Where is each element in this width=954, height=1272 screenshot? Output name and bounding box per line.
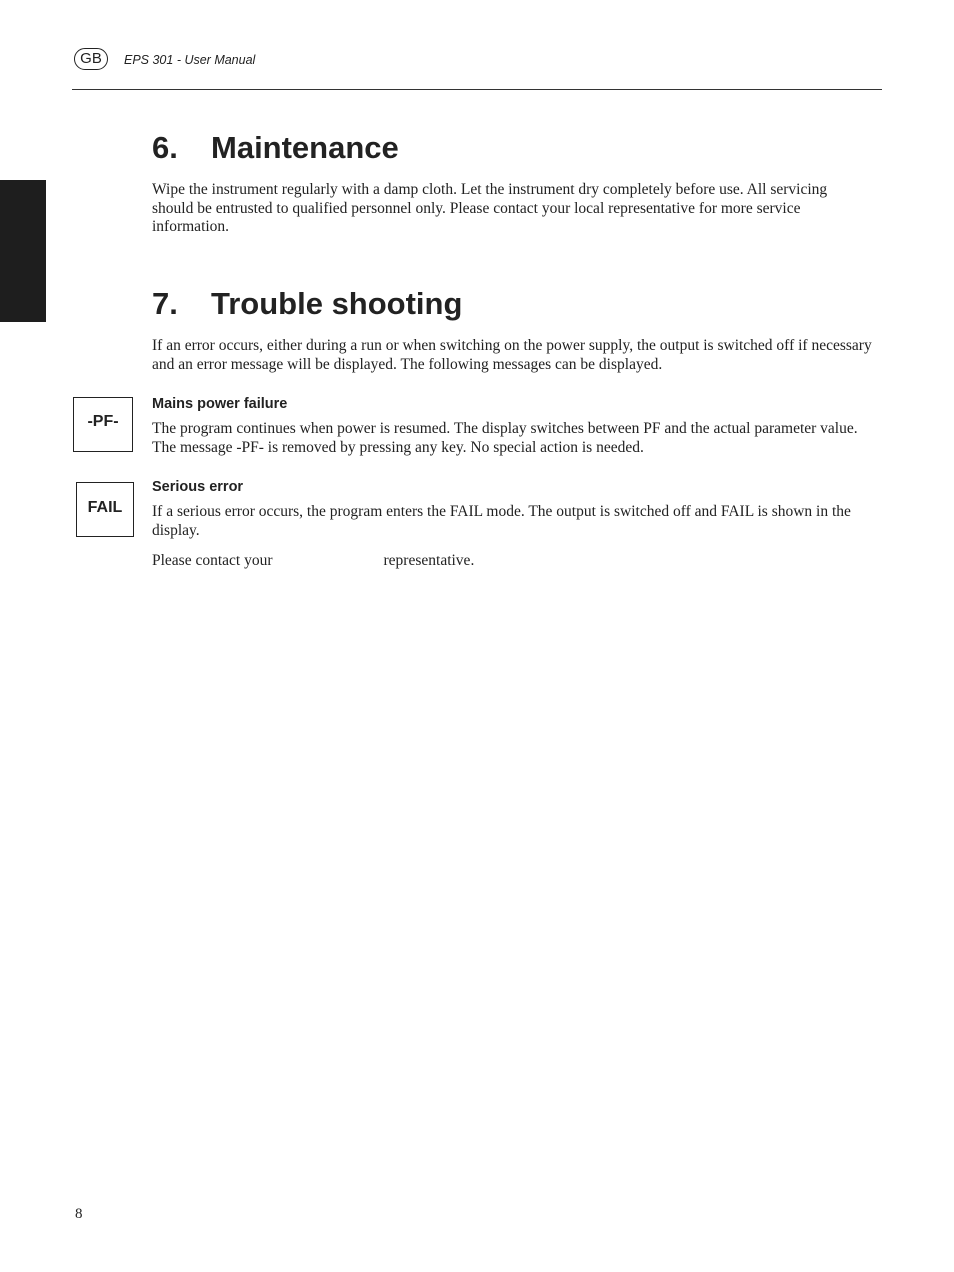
maintenance-title: Maintenance [211, 130, 399, 165]
maintenance-body: Wipe the instrument regularly with a damp cloth. Let the instrument dry completely before use. All servicing should be entrusted to qualified personnel only. Please contact your local representative for more service information. [152, 181, 828, 235]
contact-representative-line [152, 552, 882, 571]
section-thumb-tab [0, 180, 46, 322]
pf-error-description: The program continues when power is resumed. The display switches between PF and the actual parameter value. The message -PF- is removed by pressing any key. No special action is needed. [152, 420, 858, 456]
page-number: 8 [75, 1206, 83, 1222]
contact-before-text: Please contact your [152, 552, 273, 569]
pf-display-box: -PF- [73, 397, 133, 452]
header-divider [72, 89, 882, 90]
troubleshooting-intro: If an error occurs, either during a run or when switching on the power supply, the output is switched off if necessary and an error message will be displayed. The following messages can be displayed. [152, 337, 872, 373]
troubleshooting-heading [152, 286, 462, 322]
maintenance-number: 6. [152, 130, 178, 165]
language-badge: GB [74, 48, 108, 70]
troubleshooting-number: 7. [152, 286, 178, 321]
maintenance-heading [152, 130, 399, 166]
fail-error-heading: Serious error [152, 479, 244, 495]
manual-title: EPS 301 - User Manual [124, 53, 256, 67]
pf-error-heading: Mains power failure [152, 396, 288, 412]
fail-display-box: FAIL [76, 482, 134, 537]
troubleshooting-title: Trouble shooting [211, 286, 463, 321]
fail-error-description: If a serious error occurs, the program enters the FAIL mode. The output is switched off and FAIL is shown in the display. [152, 503, 851, 539]
contact-after-text: representative. [383, 552, 475, 569]
